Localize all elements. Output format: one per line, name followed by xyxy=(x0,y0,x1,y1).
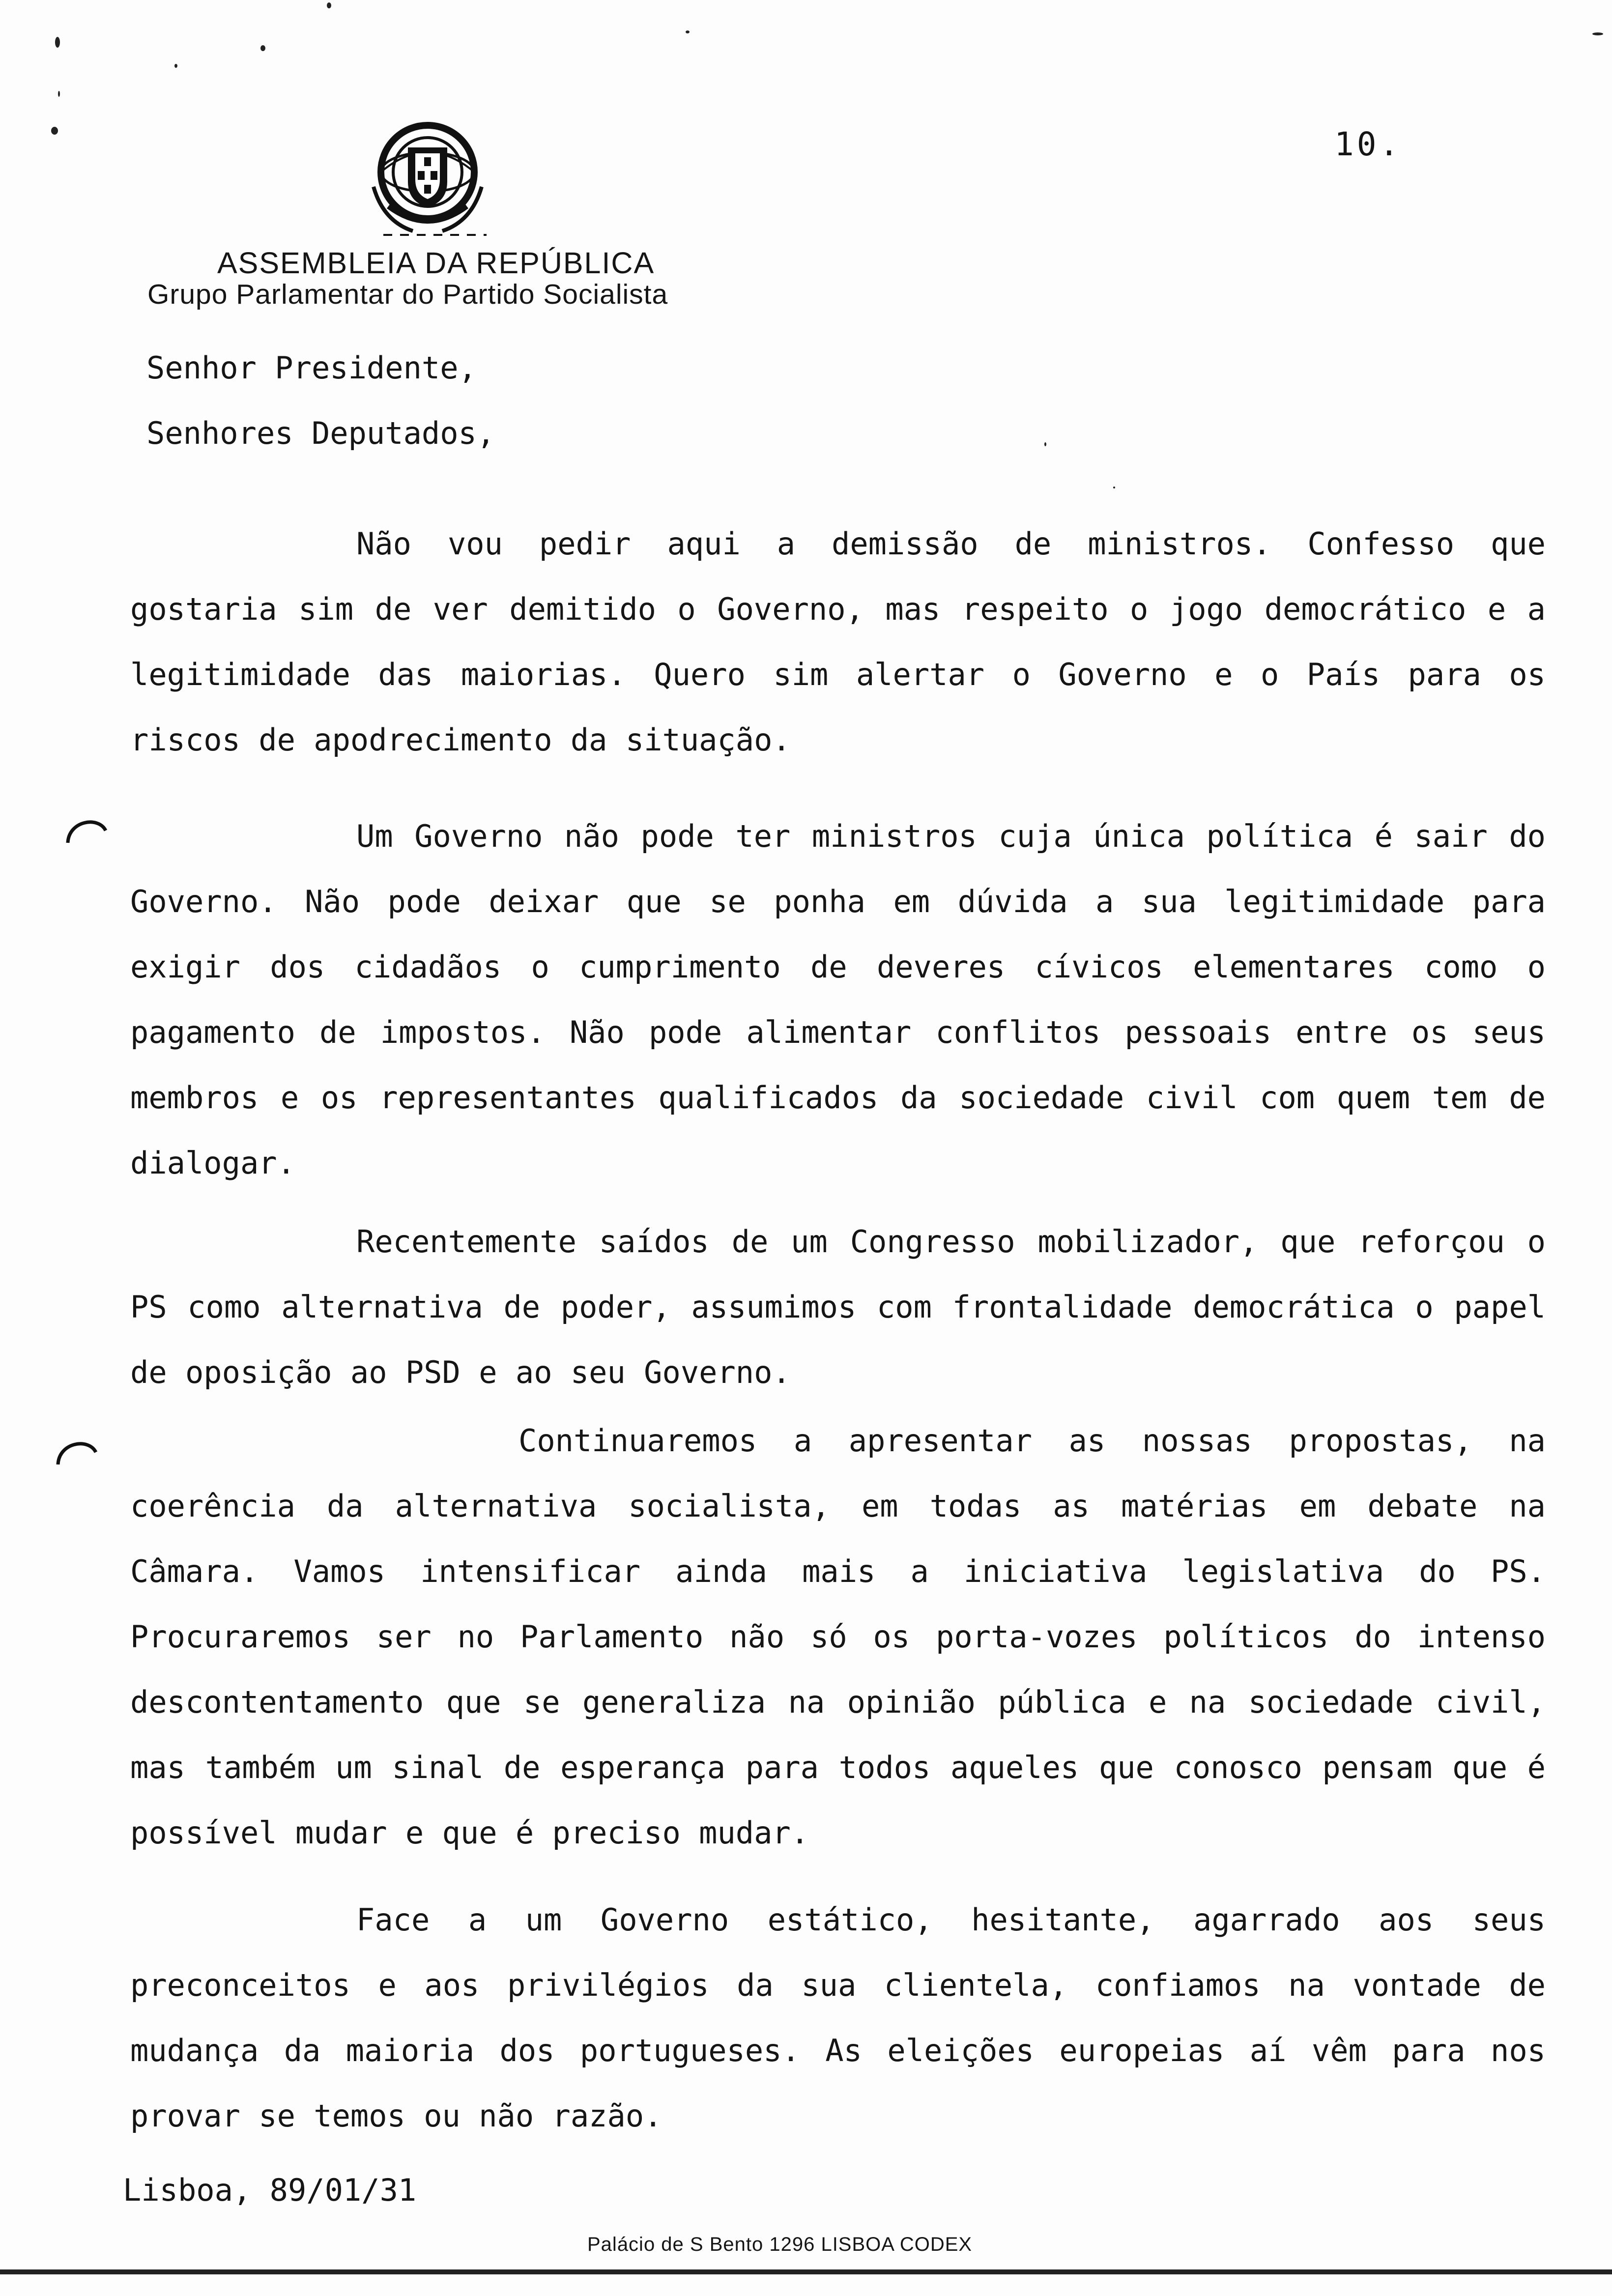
body-paragraph: Não vou pedir aqui a demissão de ministros. Confesso que gostaria sim de ver demitido o Governo, mas respeito o jogo democrático e a legitimidade das maiorias. Quero sim alertar o Governo e o País para os riscos de apodrecimento da situação. xyxy=(130,526,1546,758)
letterhead-title: ASSEMBLEIA DA REPÚBLICA xyxy=(217,246,655,280)
margin-mark xyxy=(64,816,108,845)
body-paragraph: Um Governo não pode ter ministros cuja única política é sair do Governo. Não pode deixar que se ponha em dúvida a sua legitimidade para exigir dos cidadãos o cumprimento de deveres cívicos elementares como o pagamento de impostos. Não pode alimentar conflitos pessoais entre os seus membros e os representantes qualificados da sociedade civil com quem tem de dialogar. xyxy=(130,818,1546,1181)
footer-address: Palácio de S Bento 1296 LISBOA CODEX xyxy=(587,2234,973,2255)
place-date: Lisboa, 89/01/31 xyxy=(123,2172,417,2208)
scan-speck xyxy=(51,127,58,135)
scan-speck xyxy=(58,91,60,97)
scan-speck xyxy=(260,45,265,51)
margin-mark xyxy=(54,1437,98,1467)
scan-speck xyxy=(1113,487,1115,488)
salutation-line: Senhor Presidente, xyxy=(146,350,477,386)
scan-speck xyxy=(1044,442,1046,446)
body-paragraph: Continuaremos a apresentar as nossas propostas, na coerência da alternativa socialista, em todas as matérias em debate na Câmara. Vamos intensificar ainda mais a iniciativa legislativa do PS. Procuraremos ser no Parlamento não só os porta-vozes políticos do intenso descontentamento que se generaliza na opinião pública e na sociedade civil, mas também um sinal de esperança para todos aqueles que conosco pensam que é possível mudar e que é preciso mudar. xyxy=(130,1423,1546,1851)
body-paragraph: Recentemente saídos de um Congresso mobilizador, que reforçou o PS como alternativa de poder, assumimos com frontalidade democrática o papel de oposição ao PSD e ao seu Governo. xyxy=(130,1224,1546,1390)
salutation-line: Senhores Deputados, xyxy=(146,415,495,451)
scan-speck xyxy=(1592,32,1603,35)
body-paragraph: Face a um Governo estático, hesitante, agarrado aos seus preconceitos e aos privilégios da sua clientela, confiamos na vontade de mudança da maioria dos portugueses. As eleições europeias aí vêm para nos provar se temos ou não razão. xyxy=(130,1902,1546,2134)
page-number: 10. xyxy=(1334,125,1402,163)
letterhead-subtitle: Grupo Parlamentar do Partido Socialista xyxy=(147,279,668,310)
scan-speck xyxy=(174,64,177,68)
scan-speck xyxy=(55,37,60,48)
coat-of-arms-icon xyxy=(354,113,501,246)
scan-speck xyxy=(327,2,331,8)
scan-speck xyxy=(686,30,690,33)
footer-rule xyxy=(0,2269,1612,2274)
